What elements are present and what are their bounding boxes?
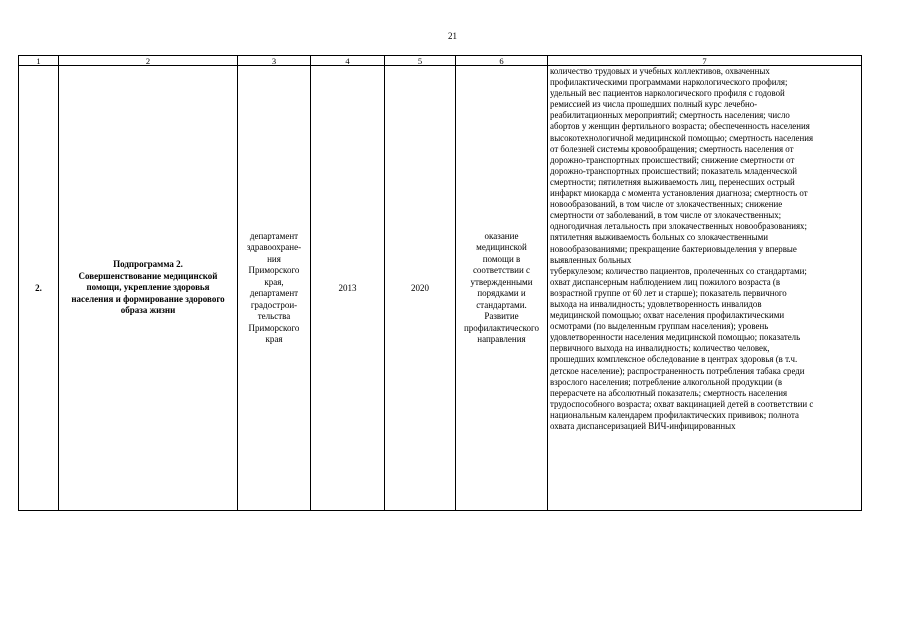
direction-line: помощи в — [482, 253, 521, 264]
direction-line: Развитие — [484, 311, 519, 321]
end-year: 2020 — [385, 66, 456, 511]
indicator-line: пятилетняя выживаемость больных со злокачественными — [550, 232, 768, 243]
page-number: 21 — [448, 31, 457, 41]
executor-line: тельства — [257, 311, 291, 321]
indicator-line: удовлетворенности населения медицинской помощью; показатель — [550, 332, 801, 343]
header-cell-4: 4 — [311, 56, 385, 66]
direction-line: медицинской — [476, 242, 527, 252]
indicator-line: национальным календарем профилактических прививок; полнота — [550, 409, 799, 420]
program-title-line: Совершенствование медицинской — [78, 270, 218, 281]
indicator-line: от болезней системы кровообращения; смертность населения от — [550, 143, 794, 154]
direction-line: стандартами. — [476, 299, 527, 310]
executor-line: Приморского — [248, 322, 300, 333]
indicator-line: охват диспансерным наблюдением лиц пожилого возраста (в — [550, 276, 781, 287]
indicators-cell — [548, 66, 862, 511]
direction-line: профилактического — [463, 322, 540, 333]
program-title-line: помощи, укрепление здоровья — [86, 282, 210, 293]
header-cell-1: 1 — [19, 56, 59, 66]
indicator-line: детское население); распространенность потребления табака среди — [550, 365, 805, 376]
executor-line: Приморского — [248, 265, 300, 275]
executor-line: здравоохране- — [246, 242, 302, 252]
indicator-line: новообразований, в том числе от злокачественных; снижение — [550, 199, 783, 210]
header-cell-5: 5 — [385, 56, 456, 66]
indicator-line: выявленных больных — [550, 254, 632, 265]
program-title-line: образа жизни — [120, 305, 176, 316]
program-title-cell — [59, 66, 238, 511]
indicator-line: медицинской помощью; охват населения профилактическими — [550, 310, 785, 321]
indicator-line: выхода на инвалидность; удовлетворенность инвалидов — [550, 298, 762, 309]
indicator-line: смертности; пятилетняя выживаемость лиц, перенесших острый — [550, 176, 795, 187]
executor-line: края — [265, 334, 283, 344]
indicator-line: профилактическими программами наркологического профиля; — [550, 77, 788, 88]
table-row — [19, 66, 862, 511]
executor-line: градострои- — [250, 299, 298, 310]
indicator-line: количество трудовых и учебных коллективов, охваченных — [550, 66, 770, 76]
header-cell-7: 7 — [548, 56, 862, 66]
direction-line: направления — [477, 334, 526, 344]
indicator-line: инфаркт миокарда с момента установления диагноза; смертность от — [550, 188, 808, 199]
indicator-line: взрослого населения; потребление алкогольной продукции (в — [550, 376, 783, 387]
indicator-line: первичного выхода на инвалидность; количество человек, — [550, 343, 770, 354]
indicator-line: дорожно-транспортных происшествий; показатель младенческой — [550, 165, 798, 176]
row-number: 2. — [19, 66, 59, 511]
program-title-line: Подпрограмма 2. — [113, 259, 183, 270]
executor-cell — [238, 66, 311, 511]
indicator-line: удельный вес пациентов наркологического профиля с годовой — [550, 88, 785, 99]
executor-line: департамент — [249, 230, 299, 241]
indicator-line: трудоспособного возраста; охват вакцинацией детей в соответствии с — [550, 398, 814, 409]
directions-cell — [456, 66, 548, 511]
program-title-line: населения и формирование здорового — [71, 293, 225, 304]
indicator-line: абортов у женщин фертильного возраста; обеспеченность населения — [550, 121, 810, 132]
direction-line: соответствии с — [472, 265, 531, 275]
indicator-line: осмотрами (по выделенным группам населения); уровень — [550, 321, 769, 332]
indicator-line: ремиссией из числа прошедших полный курс лечебно- — [550, 99, 758, 110]
indicator-line: реабилитационных мероприятий; смертность населения; число — [550, 110, 790, 121]
indicator-line: новообразованиями; прекращение бактериовыделения у впервые — [550, 243, 797, 254]
header-cell-2: 2 — [59, 56, 238, 66]
executor-line: департамент — [249, 288, 299, 298]
indicator-line: прошедших комплексное обследование в центрах здоровья (в т.ч. — [550, 354, 798, 365]
indicator-line: одногодичная летальность при злокачественных новообразованиях; — [550, 221, 807, 232]
direction-line: утвержденными — [470, 276, 533, 287]
header-cell-6: 6 — [456, 56, 548, 66]
direction-line: порядками и — [477, 288, 526, 298]
program-table — [18, 55, 862, 511]
indicator-line: смертности от заболеваний, в том числе от злокачественных; — [550, 210, 782, 221]
indicator-line: дорожно-транспортных происшествий; снижение смертности от — [550, 154, 795, 165]
header-row — [19, 56, 862, 66]
indicator-line: охвата диспансеризацией ВИЧ-инфицированных — [550, 421, 736, 431]
indicator-line: высокотехнологичной медицинской помощью; смертность населения — [550, 132, 814, 143]
start-year: 2013 — [311, 66, 385, 511]
header-cell-3: 3 — [238, 56, 311, 66]
executor-line: края, — [264, 276, 284, 287]
executor-line: ния — [267, 253, 281, 264]
indicator-line: возрастной группе от 60 лет и старше); показатель первичного — [550, 287, 787, 298]
indicator-line: перерасчете на абсолютный показатель; смертность населения — [550, 387, 788, 398]
indicator-line: туберкулезом; количество пациентов, пролеченных со стандартами; — [550, 265, 807, 276]
direction-line: оказание — [484, 230, 519, 241]
